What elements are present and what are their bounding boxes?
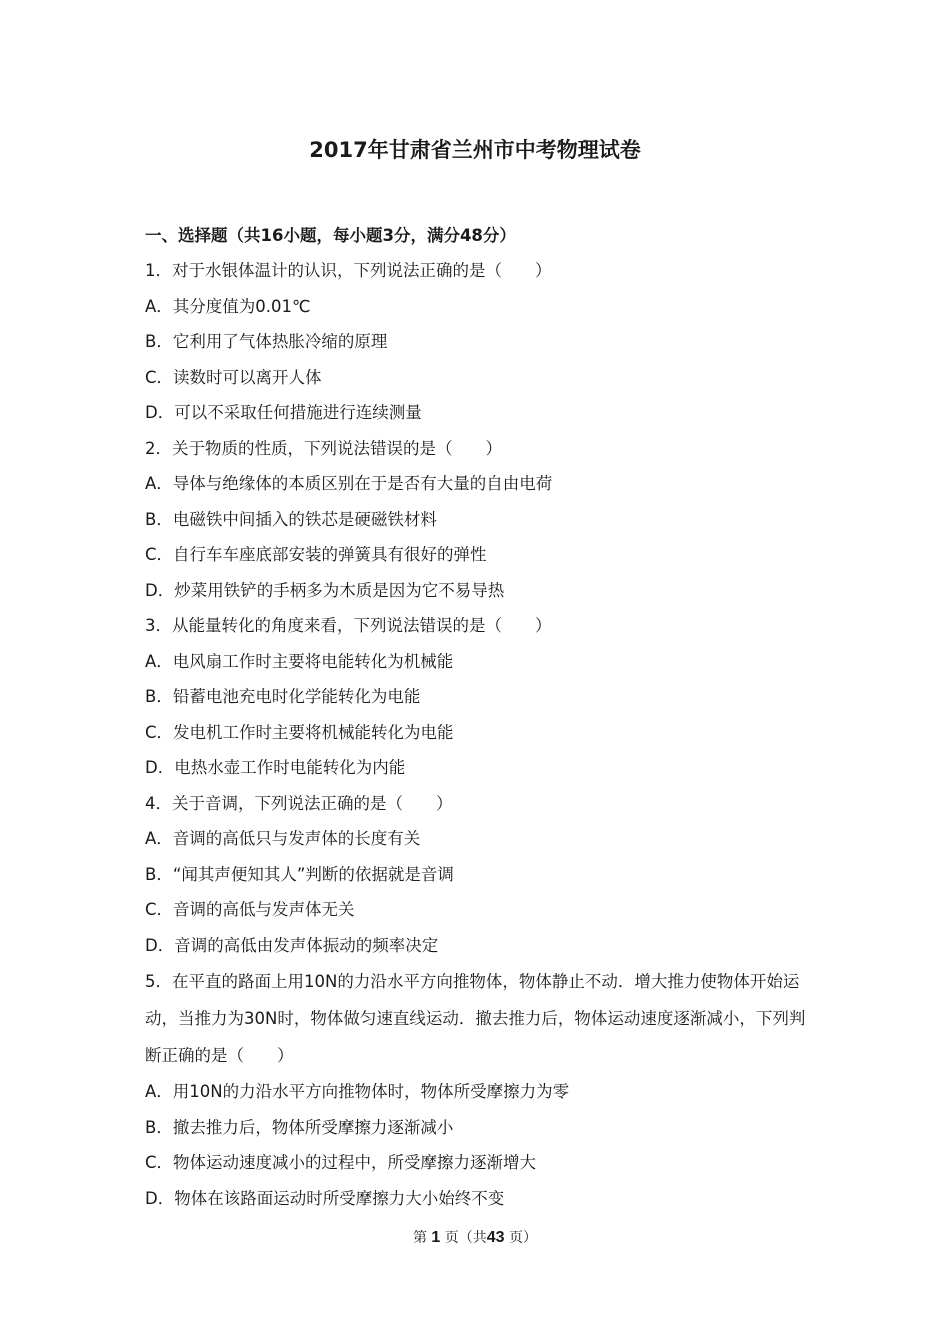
footer-prefix: 第 <box>412 1230 427 1246</box>
question-stem: 3．从能量转化的角度来看，下列说法错误的是（ ） <box>145 616 552 635</box>
option-c: C．物体运动速度减小的过程中，所受摩擦力逐渐增大 <box>145 1153 537 1172</box>
page-footer <box>0 1226 950 1250</box>
option-d: D．炒菜用铁铲的手柄多为木质是因为它不易导热 <box>145 580 505 600</box>
question-4 <box>145 786 815 964</box>
option-b: B．电磁铁中间插入的铁芯是硬磁铁材料 <box>145 509 437 529</box>
question-stem: 2．关于物质的性质，下列说法错误的是（ ） <box>145 438 502 458</box>
option-d: D．音调的高低由发声体振动的频率决定 <box>145 935 439 955</box>
total-pages: 43 <box>486 1229 505 1246</box>
option-b: B．铅蓄电池充电时化学能转化为电能 <box>145 687 421 706</box>
footer-middle: 页（共 <box>444 1230 487 1246</box>
question-3 <box>145 608 815 786</box>
question-stem: 1．对于水银体温计的认识，下列说法正确的是（ ） <box>145 261 552 280</box>
option-c: C．音调的高低与发声体无关 <box>145 900 355 919</box>
option-c: C．自行车车座底部安装的弹簧具有很好的弹性 <box>145 545 487 564</box>
option-b: B．撤去推力后，物体所受摩擦力逐渐减小 <box>145 1117 454 1137</box>
option-d: D．可以不采取任何措施进行连续测量 <box>145 403 422 422</box>
option-c: C．读数时可以离开人体 <box>145 367 322 387</box>
option-a: A．其分度值为0.01℃ <box>145 296 311 316</box>
footer-suffix: 页） <box>509 1230 538 1246</box>
option-a: A．电风扇工作时主要将电能转化为机械能 <box>145 651 454 671</box>
option-a: A．导体与绝缘体的本质区别在于是否有大量的自由电荷 <box>145 474 553 493</box>
question-5 <box>145 963 815 1216</box>
section-heading: 一、选择题（共16小题，每小题3分，满分48分） <box>145 226 516 245</box>
option-b: B．“闻其声便知其人”判断的依据就是音调 <box>145 864 454 884</box>
page-title: 2017年甘肃省兰州市中考物理试卷 <box>309 138 641 162</box>
option-a: A．用10N的力沿水平方向推物体时，物体所受摩擦力为零 <box>145 1082 570 1101</box>
option-d: D．电热水壶工作时电能转化为内能 <box>145 758 406 777</box>
exam-content <box>145 219 815 1216</box>
option-c: C．发电机工作时主要将机械能转化为电能 <box>145 722 454 742</box>
question-stem: 5．在平直的路面上用10N的力沿水平方向推物体，物体静止不动．增大推力使物体开始运动，当推力为30N时，物体做匀速直线运动．撤去推力后，物体运动速度逐渐减小，下列判断正确的是（ ） <box>145 972 806 1065</box>
option-b: B．它利用了气体热胀冷缩的原理 <box>145 332 388 351</box>
question-1 <box>145 253 815 431</box>
option-a: A．音调的高低只与发声体的长度有关 <box>145 829 421 848</box>
page-number: 1 <box>431 1229 441 1246</box>
option-d: D．物体在该路面运动时所受摩擦力大小始终不变 <box>145 1188 505 1208</box>
question-2 <box>145 431 815 609</box>
question-stem: 4．关于音调，下列说法正确的是（ ） <box>145 793 453 813</box>
